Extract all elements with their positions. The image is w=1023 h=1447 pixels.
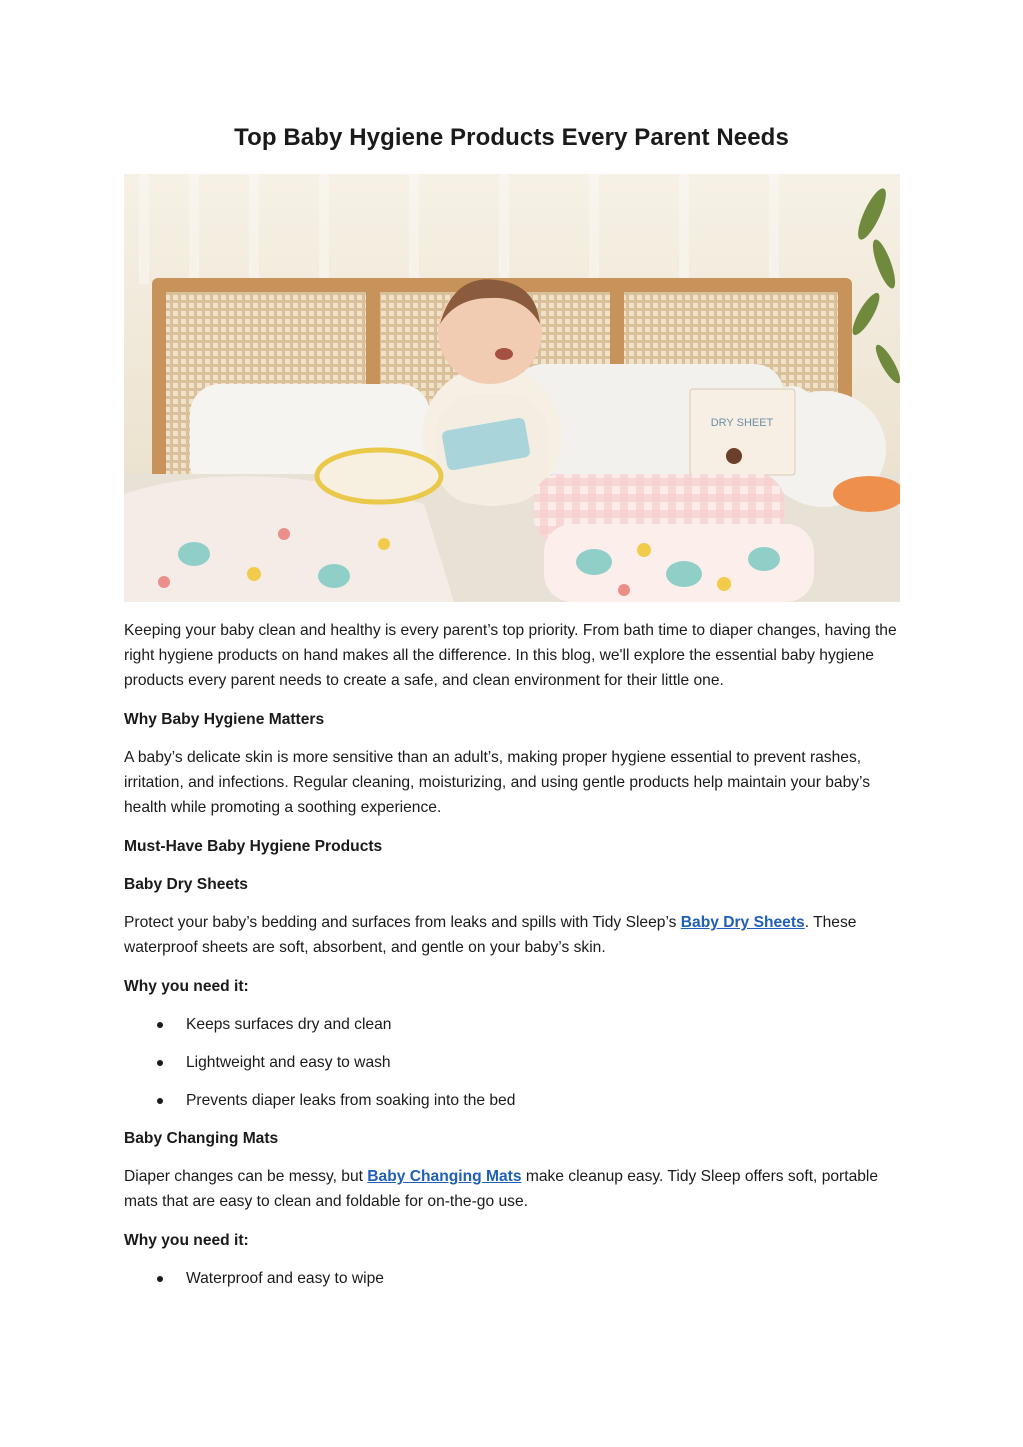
changing-mats-paragraph — [124, 1164, 900, 1214]
list-item — [124, 1088, 900, 1113]
bullet-text: Prevents diaper leaks from soaking into the bed — [186, 1092, 516, 1109]
baby-dry-sheets-link[interactable]: Baby Dry Sheets — [680, 914, 805, 931]
changing-mats-text-before: Diaper changes can be messy, but — [124, 1168, 368, 1185]
dry-sheet-box-label: DRY SHEET — [710, 417, 774, 429]
page-title: Top Baby Hygiene Products Every Parent Needs — [234, 124, 789, 151]
changing-mats-bullet-list — [124, 1266, 900, 1291]
dry-sheets-bullet-list — [124, 1012, 900, 1113]
bullet-text: Keeps surfaces dry and clean — [186, 1016, 392, 1033]
bullet-icon — [157, 1276, 163, 1282]
why-hygiene-paragraph: A baby’s delicate skin is more sensitive than an adult’s, making proper hygiene essential to prevent rashes, irritation, and infections. Regular cleaning, moisturizing, and using gentle products help maintain your baby’s health while promoting a soothing experience. — [124, 749, 871, 816]
bullet-icon — [157, 1022, 163, 1028]
list-item — [124, 1266, 900, 1291]
dry-sheets-text-after: . These waterproof sheets are soft, absorbent, and gentle on your baby’s skin. — [124, 914, 857, 956]
baby-changing-mats-link[interactable]: Baby Changing Mats — [367, 1168, 522, 1185]
list-item — [124, 1050, 900, 1075]
dry-sheets-why-label: Why you need it: — [124, 978, 249, 995]
changing-mats-heading: Baby Changing Mats — [124, 1130, 279, 1147]
changing-mats-why-label: Why you need it: — [124, 1232, 249, 1249]
dry-sheets-paragraph — [124, 910, 900, 960]
list-item — [124, 1012, 900, 1037]
changing-mats-text-after: make cleanup easy. Tidy Sleep offers soft, portable mats that are easy to clean and foldable for on-the-go use. — [124, 1168, 879, 1210]
dry-sheets-heading: Baby Dry Sheets — [124, 876, 248, 893]
dry-sheets-text-before: Protect your baby’s bedding and surfaces from leaks and spills with Tidy Sleep’s — [124, 914, 681, 931]
intro-paragraph: Keeping your baby clean and healthy is every parent’s top priority. From bath time to diaper changes, having the right hygiene products on hand makes all the difference. In this blog, we'll explore the essential baby hygiene products every parent needs to create a safe, and clean environment for their little one. — [124, 622, 897, 689]
bullet-icon — [157, 1098, 163, 1104]
hero-photo — [124, 174, 900, 602]
bullet-icon — [157, 1060, 163, 1066]
must-have-heading: Must-Have Baby Hygiene Products — [124, 838, 383, 855]
why-hygiene-heading: Why Baby Hygiene Matters — [124, 711, 325, 728]
bullet-text: Waterproof and easy to wipe — [186, 1270, 384, 1287]
article-body — [124, 618, 900, 1304]
bullet-text: Lightweight and easy to wash — [186, 1054, 391, 1071]
